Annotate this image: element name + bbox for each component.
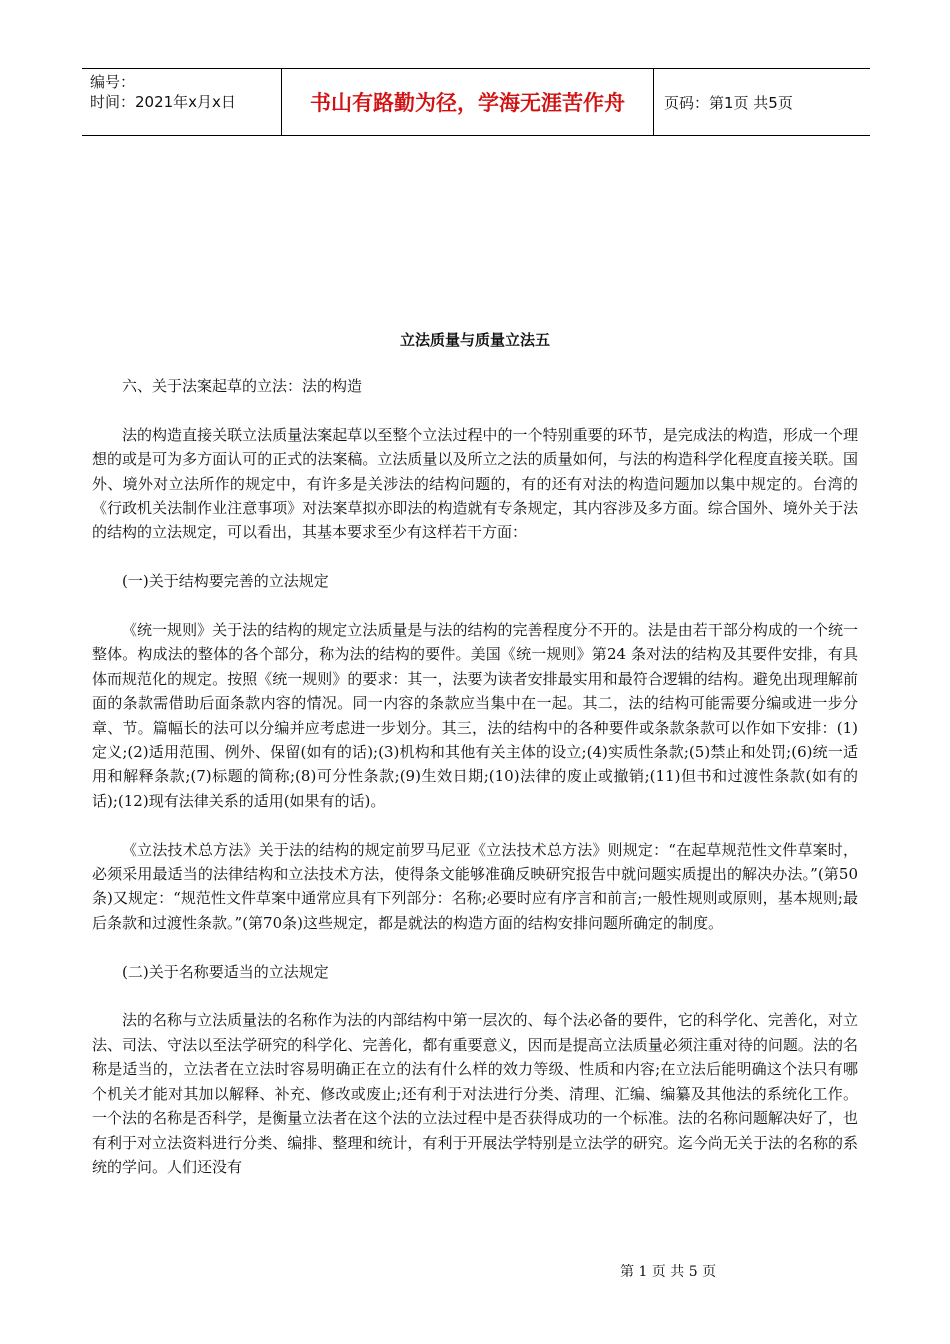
document-body (92, 374, 858, 1204)
document-title: 立法质量与质量立法五 (399, 331, 550, 349)
header-number: 编号： (90, 73, 136, 91)
body-paragraph: 《立法技术总方法》关于法的结构的规定前罗马尼亚《立法技术总方法》则规定：“在起草规范性文件草案时，必须采用最适当的法律结构和立法技术方法，使得条文能够准确反映研究报告中就问题实质提出的解决办法。”(第50条)又规定：“规范性文件草案中通常应具有下列部分：名称;必要时应有序言和前言;一般性规则或原则，基本规则;最后条款和过渡性条款。”(第70条)这些规定，都是就法的构造方面的结构安排问题所确定的制度。 (92, 840, 858, 932)
page-footer: 第 1 页 共 5 页 (620, 1264, 717, 1280)
header-motto: 书山有路勤为径，学海无涯苦作舟 (282, 69, 654, 135)
body-paragraph: 法的构造直接关联立法质量法案起草以至整个立法过程中的一个特别重要的环节，是完成法的构造，形成一个理想的或是可为多方面认可的正式的法案稿。立法质量以及所立之法的质量如何，与法的构造科学化程度直接关联。国外、境外对立法所作的规定中，有许多是关涉法的结构问题的，有的还有对法的构造问题加以集中规定的。台湾的《行政机关法制作业注意事项》对法案草拟亦即法的构造就有专条规定，其内容涉及多方面。综合国外、境外关于法的结构的立法规定，可以看出，其基本要求至少有这样若干方面： (92, 425, 858, 542)
header-date: 时间：2021年x月x日 (90, 93, 236, 111)
section-heading: 六、关于法案起草的立法：法的构造 (122, 377, 363, 395)
body-paragraph: 法的名称与立法质量法的名称作为法的内部结构中第一层次的、每个法必备的要件，它的科学化、完善化，对立法、司法、守法以至法学研究的科学化、完善化，都有重要意义，因而是提高立法质量必须注重对待的问题。法的名称是适当的，立法者在立法时容易明确正在立的法有什么样的效力等级、性质和内容;在立法后能明确这个法只有哪个机关才能对其加以解释、补充、修改或废止;还有利于对法进行分类、清理、汇编、编纂及其他法的系统化工作。一个法的名称是否科学，是衡量立法者在这个法的立法过程中是否获得成功的一个标准。法的名称问题解决好了，也有利于对立法资料进行分类、编排、整理和统计，有利于开展法学特别是立法学的研究。迄今尚无关于法的名称的系统的学问。人们还没有 (92, 1011, 858, 1176)
section-heading: (一)关于结构要完善的立法规定 (122, 572, 329, 591)
document-header (82, 68, 870, 136)
header-meta (82, 69, 282, 135)
body-paragraph: 《统一规则》关于法的结构的规定立法质量是与法的结构的完善程度分不开的。法是由若干部分构成的一个统一整体。构成法的整体的各个部分，称为法的结构的要件。美国《统一规则》第24 条对法的结构及其要件安排，有具体而规范化的规定。按照《统一规则》的要求：其一，法要为读者安排最实用和最符合逻辑的结构。避免出现理解前面的条款需借助后面条款内容的情况。同一内容的条款应当集中在一起。其二，法的结构可能需要分编或进一步分章、节。篇幅长的法可以分编并应考虑进一步划分。其三，法的结构中的各种要件或条款条款可以作如下安排：(1)定义;(2)适用范围、例外、保留(如有的话);(3)机构和其他有关主体的设立;(4)实质性条款;(5)禁止和处罚;(6)统一适用和解释条款;(7)标题的简称;(8)可分性条款;(9)生效日期;(10)法律的废止或撤销;(11)但书和过渡性条款(如有的话);(12)现有法律关系的适用(如果有的话)。 (92, 621, 858, 810)
section-heading: (二)关于名称要适当的立法规定 (122, 962, 329, 981)
header-page-info: 页码：第1页 共5页 (664, 93, 793, 112)
